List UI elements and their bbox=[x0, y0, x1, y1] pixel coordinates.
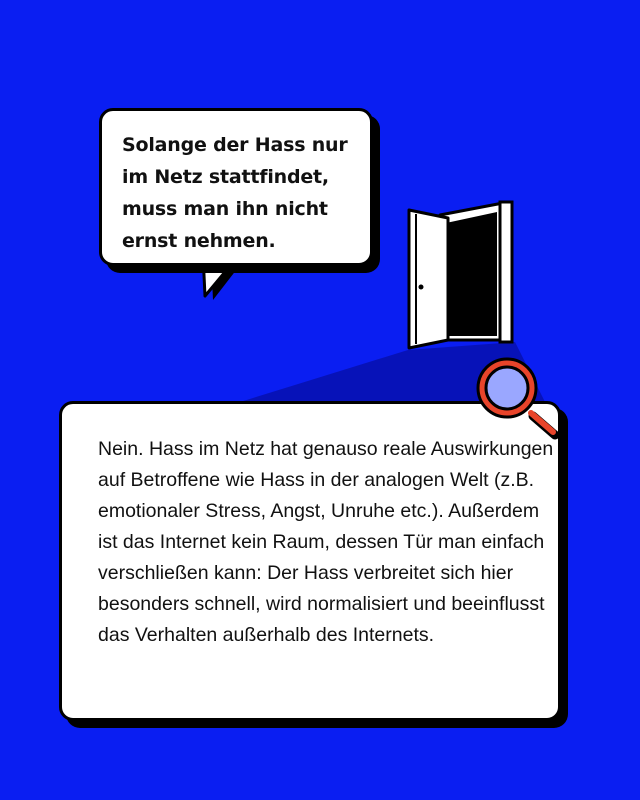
magnifying-glass-icon bbox=[455, 350, 575, 460]
answer-text: Nein. Hass im Netz hat genauso reale Auswirkungen auf Betroffene wie Hass in der analogen Welt (z.B. emotionaler Stress, Angst, Unruhe etc.). Außerdem ist das Internet kein Raum, dessen Tür man einfach verschließen kann: Der Hass verbreitet sich hier besonders schnell, wird normalisiert und beeinflusst das Verhalten außerhalb des Internets. bbox=[98, 438, 554, 646]
bubble-quote: Solange der Hass nur im Netz stattfindet, muss man ihn nicht ernst nehmen. bbox=[122, 134, 348, 252]
open-door-icon bbox=[409, 202, 512, 348]
speech-bubble bbox=[99, 108, 373, 266]
